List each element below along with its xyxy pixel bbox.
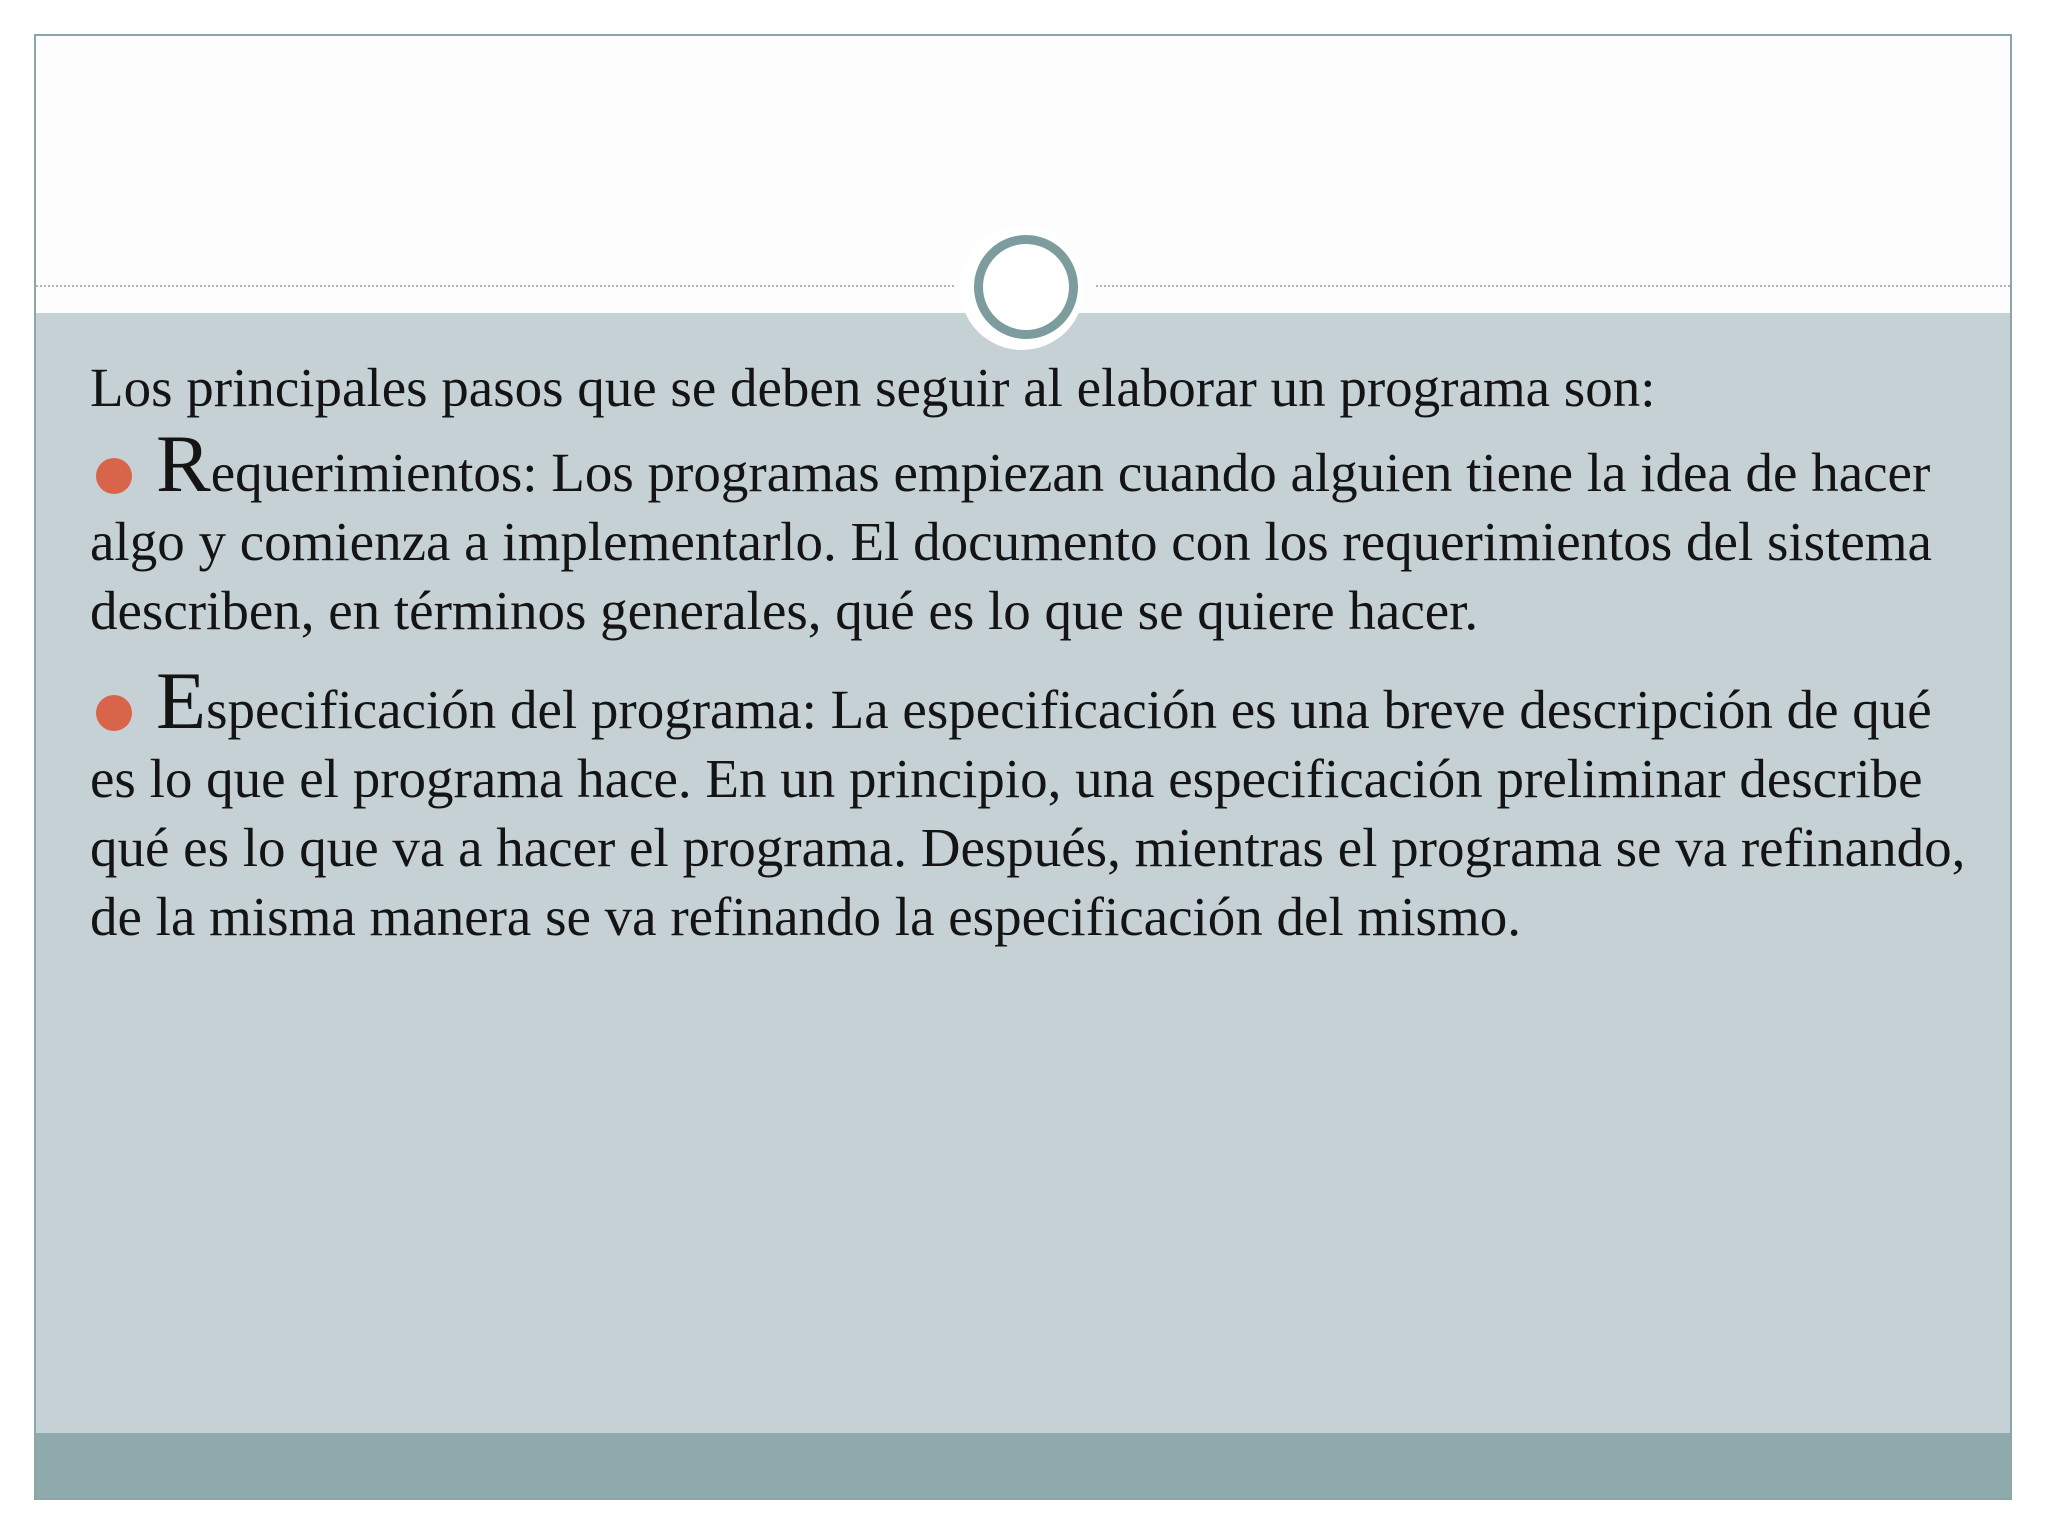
slide-body	[90, 352, 1980, 977]
slide-footer-band	[36, 1433, 2010, 1500]
bullet-initial: R	[156, 418, 211, 509]
bullet-dot-icon	[96, 695, 132, 731]
bullet-body: specificación del programa: La especificación es una breve descripción de qué es lo que el programa hace. En un principio, una especificación preliminar describe qué es lo que va a hacer el programa. Después, mientras el programa se va refinando, de la misma manera se va refinando la especificación del mismo.	[90, 679, 1966, 947]
divider-line-left	[36, 285, 954, 287]
bullet-text	[90, 418, 1980, 645]
slide	[34, 34, 2012, 1500]
bullet-requerimientos	[90, 418, 1980, 645]
bullet-body: equerimientos: Los programas empiezan cuando alguien tiene la idea de hacer algo y comienza a implementarlo. El documento con los requerimientos del sistema describen, en términos generales, qué es lo que se quiere hacer.	[90, 442, 1932, 641]
bullet-especificacion	[90, 655, 1980, 951]
bullet-initial: E	[156, 655, 207, 746]
divider-line-right	[1096, 285, 2012, 287]
circle-ornament-icon	[974, 235, 1078, 339]
bullet-dot-icon	[96, 458, 132, 494]
intro-text: Los principales pasos que se deben seguir al elaborar un programa son:	[90, 357, 1656, 418]
bullet-text	[90, 655, 1980, 951]
